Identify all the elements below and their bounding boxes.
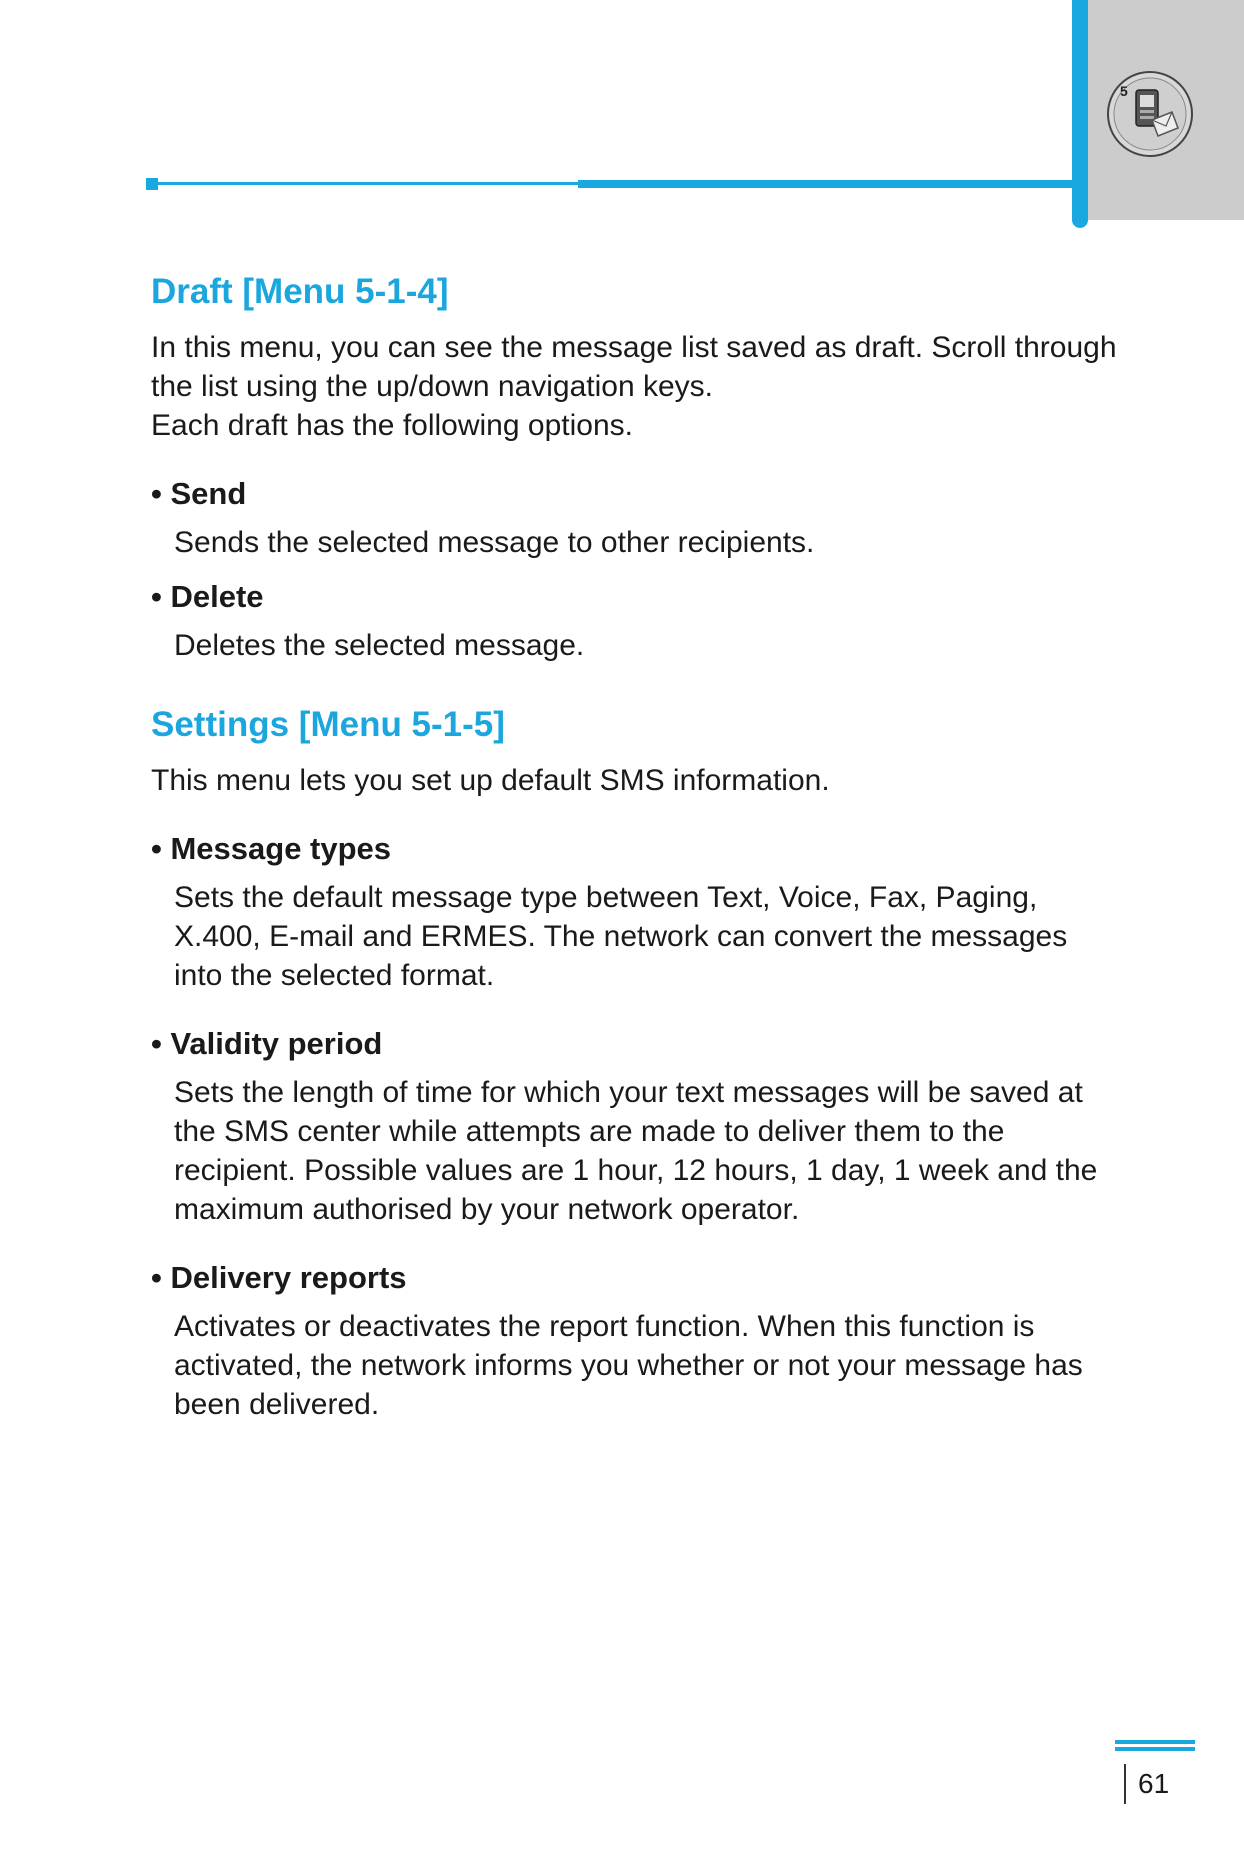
footer-bar <box>1115 1747 1195 1751</box>
footer-bars <box>1115 1740 1195 1754</box>
page-number: 61 <box>1138 1768 1170 1799</box>
option-delete <box>151 576 1121 665</box>
page-content <box>151 268 1121 1424</box>
settings-section-title: Settings [Menu 5-1-5] <box>151 705 505 744</box>
option-message-types <box>151 828 1121 995</box>
chapter-number: 5 <box>1120 83 1128 99</box>
option-send <box>151 473 1121 562</box>
option-delete-desc: Deletes the selected message. <box>174 629 585 662</box>
draft-intro-options: Each draft has the following options. <box>151 409 633 442</box>
chapter-tab-bar <box>1072 0 1088 228</box>
option-send-desc: Sends the selected message to other recipients. <box>174 526 815 559</box>
option-delivery-reports <box>151 1257 1121 1424</box>
draft-section <box>151 268 1121 665</box>
draft-intro: In this menu, you can see the message list saved as draft. Scroll through the list using the up/down navigation keys. <box>151 331 1117 403</box>
option-validity-period-desc: Sets the length of time for which your text messages will be saved at the SMS center while attempts are made to deliver them to the recipient. Possible values are 1 hour, 12 hours, 1 day, 1 week and the maximum authorised by your network operator. <box>174 1076 1098 1226</box>
option-delivery-reports-title: • Delivery reports <box>151 1260 407 1295</box>
messaging-chapter-icon <box>1106 70 1194 158</box>
footer-bar <box>1115 1740 1195 1744</box>
header-rule-thick <box>578 180 1080 188</box>
settings-section <box>151 701 1121 1424</box>
option-validity-period-title: • Validity period <box>151 1026 383 1061</box>
option-message-types-desc: Sets the default message type between Text, Voice, Fax, Paging, X.400, E-mail and ERMES. The network can convert the messages into the selected format. <box>174 881 1068 992</box>
settings-intro: This menu lets you set up default SMS information. <box>151 764 830 797</box>
header-rule-thin <box>150 182 580 185</box>
page-number-box <box>1124 1764 1169 1804</box>
option-delivery-reports-desc: Activates or deactivates the report function. When this function is activated, the network informs you whether or not your message has been delivered. <box>174 1310 1083 1421</box>
draft-section-title: Draft [Menu 5-1-4] <box>151 272 449 311</box>
option-send-title: • Send <box>151 476 247 511</box>
option-delete-title: • Delete <box>151 579 264 614</box>
option-message-types-title: • Message types <box>151 831 392 866</box>
option-validity-period <box>151 1023 1121 1229</box>
